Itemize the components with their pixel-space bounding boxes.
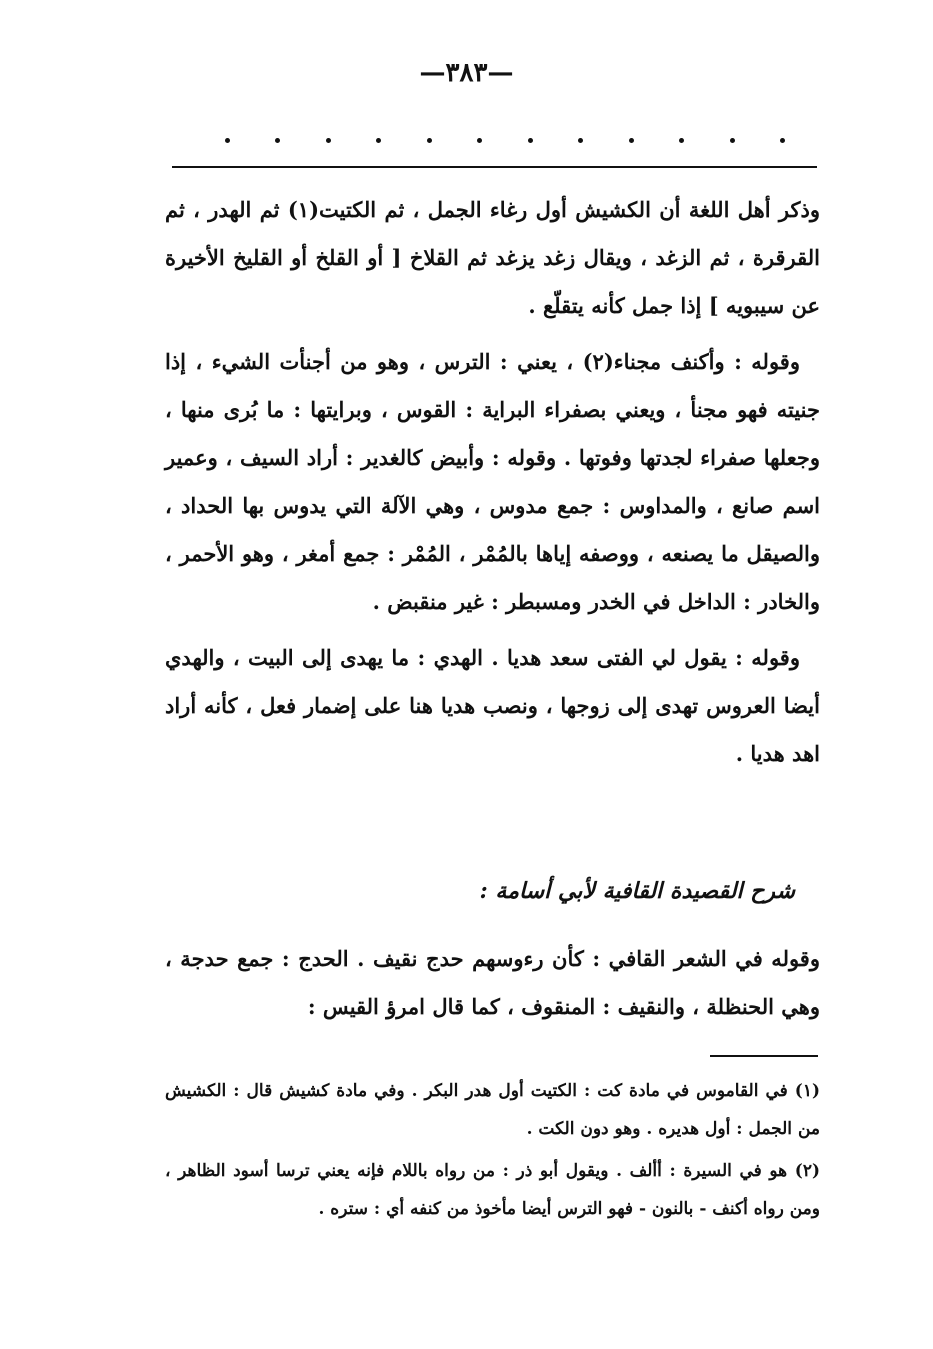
ornament-dot [225, 138, 230, 143]
ornament-dot [326, 138, 331, 143]
ornament-dot [528, 138, 533, 143]
footnotes [165, 1072, 820, 1232]
ornament-dot [629, 138, 634, 143]
ornament-dot [275, 138, 280, 143]
page-number: —٣٨٣— [419, 58, 514, 88]
footnote: (١) في القاموس في مادة كت : الكتيت أول هدر البكر . وفي مادة كشيش قال : الكشيش من الجمل : أول هديره . وهو دون الكت . [165, 1081, 820, 1139]
body-paragraph: وذكر أهل اللغة أن الكشيش أول رغاء الجمل ، ثم الكتيت(١) ثم الهدر ، ثم القرقرة ، ثم الزغد ، ويقال زغد يزغد ثم القلاخ [ أو القلخ أو القليخ الأخيرة عن سيبويه ] إذا جمل كأنه يتقلّع . [165, 197, 820, 318]
body-paragraph: وقوله : وأكنف مجناء(٢) ، يعني : الترس ، وهو من أجنأت الشيء ، إذا جنيته فهو مجنأ ، ويعني بصفراء البراية : القوس ، وبرايتها : ما بُرى منها ، وجعلها صفراء لجدتها وفوتها . وقوله : وأبيض كالغدير : أراد السيف ، وعمير اسم صانع ، والمداوس : جمع مدوس ، وهي الآلة التي يدوس بها الحداد ، والصيقل ما يصنعه ، ووصفه إياها بالمُمْر ، المُمْر : جمع أمغر ، وهو الأحمر ، والخادر : الداخل في الخدر ومسبطر : غير منقبض . [165, 349, 820, 614]
header-rule [172, 166, 817, 168]
body-paragraph: وقوله : يقول لي الفتى سعد هديا . الهدي : ما يهدى إلى البيت ، والهدي أيضا العروس تهدى إلى زوجها ، ونصب هديا هنا على إضمار فعل ، كأنه أراد اهد هديا . [165, 645, 820, 766]
footnote-rule [710, 1055, 818, 1057]
section-paragraph: وقوله في الشعر القافي : كأن رءوسهم حدج نقيف . الحدج : جمع حدجة ، وهي الحنظلة ، والنقيف : المنقوف ، كما قال امرؤ القيس : [165, 946, 820, 1019]
ornament-dot [780, 138, 785, 143]
ornament-dots [225, 138, 785, 143]
ornament-dot [730, 138, 735, 143]
ornament-dot [376, 138, 381, 143]
main-body [165, 186, 820, 786]
footnote: (٢) هو في السيرة : أألف . ويقول أبو ذر : من رواه باللام فإنه يعني ترسا أسود الظاهر ، ومن رواه أكنف - بالنون - فهو الترس أيضا مأخوذ من كنفه أي : ستره . [165, 1161, 820, 1219]
ornament-dot [477, 138, 482, 143]
ornament-dot [679, 138, 684, 143]
ornament-dot [578, 138, 583, 143]
ornament-dot [427, 138, 432, 143]
section-heading: شرح القصيدة القافية لأبي أسامة : [479, 878, 795, 904]
